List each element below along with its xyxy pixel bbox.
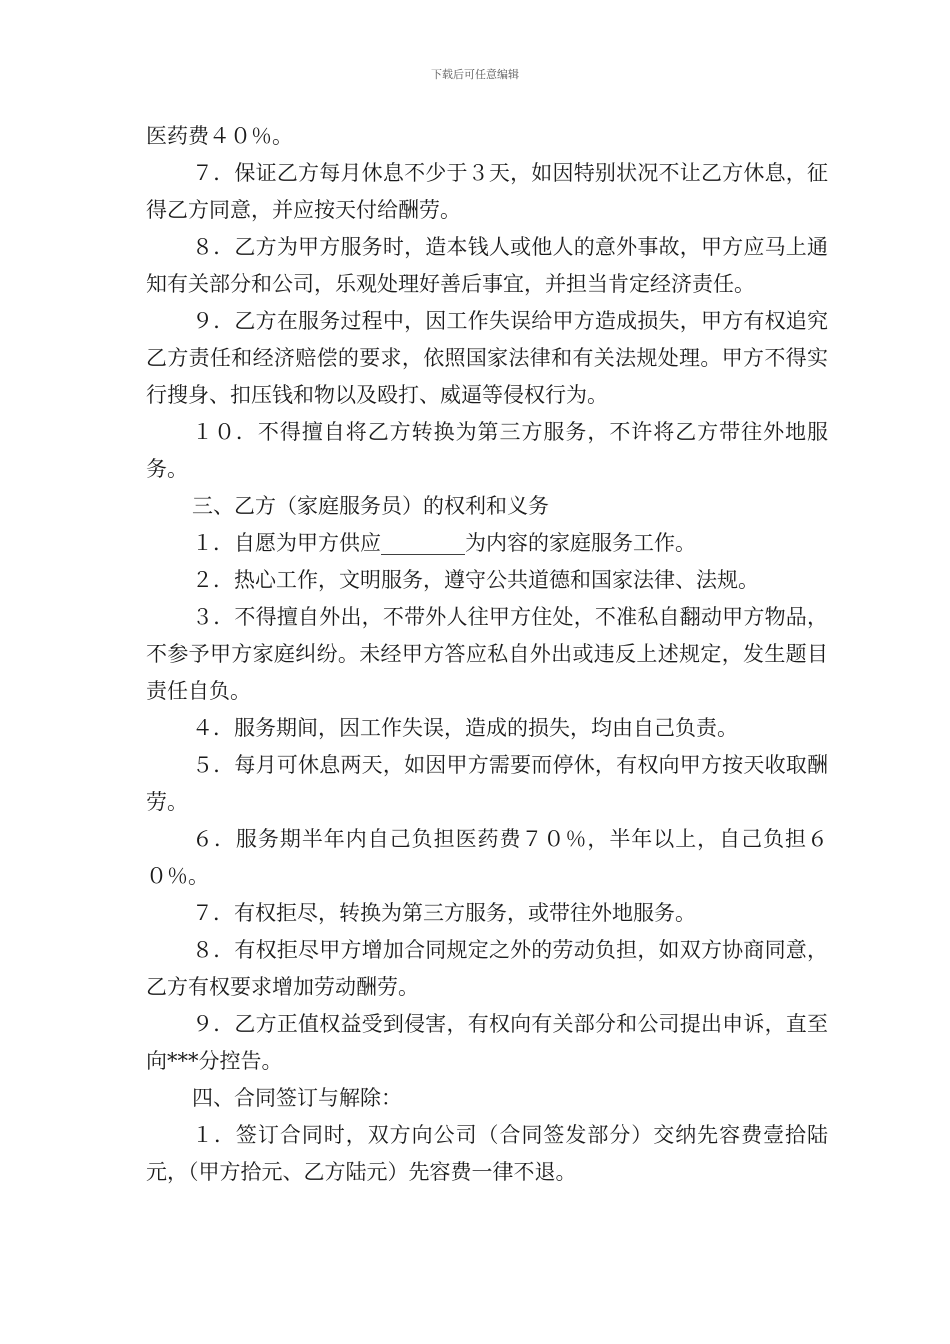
paragraph: ８．有权拒尽甲方增加合同规定之外的劳动负担，如双方协商同意，乙方有权要求增加劳动酬劳。 [146, 938, 828, 999]
paragraph: ４．服务期间，因工作失误，造成的损失，均由自己负责。 [192, 716, 738, 740]
paragraph: ６．服务期半年内自己负担医药费７０％，半年以上，自己负担６０％。 [146, 827, 828, 888]
paragraph: ２．热心工作，文明服务，遵守公共道德和国家法律、法规。 [192, 568, 759, 592]
paragraph: ９．乙方正值权益受到侵害，有权向有关部分和公司提出申诉，直至向***分控告。 [146, 1012, 828, 1073]
paragraph: ８．乙方为甲方服务时，造本钱人或他人的意外事故，甲方应马上通知有关部分和公司，乐观处理好善后事宜，并担当肯定经济责任。 [146, 235, 828, 296]
paragraph: ９．乙方在服务过程中，因工作失误给甲方造成损失，甲方有权追究乙方责任和经济赔偿的要求，依照国家法律和有关法规处理。甲方不得实行搜身、扣压钱和物以及殴打、威逼等侵权行为。 [146, 309, 828, 407]
paragraph: ７．保证乙方每月休息不少于３天，如因特别状况不让乙方休息，征得乙方同意，并应按天付给酬劳。 [146, 161, 828, 222]
paragraph: １．自愿为甲方供应________为内容的家庭服务工作。 [192, 531, 696, 555]
paragraph: ７．有权拒尽，转换为第三方服务，或带往外地服务。 [192, 901, 696, 925]
paragraph: １．签订合同时，双方向公司（合同签发部分）交纳先容费壹拾陆元，（甲方拾元、乙方陆元）先容费一律不退。 [146, 1123, 828, 1184]
page-header: 下载后可任意编辑 [431, 68, 519, 81]
document-body [146, 118, 828, 1191]
section-heading: 三、乙方（家庭服务员）的权利和义务 [192, 494, 549, 518]
section-heading: 四、合同签订与解除： [192, 1086, 402, 1110]
paragraph: ３．不得擅自外出，不带外人往甲方住处，不准私自翻动甲方物品，不参予甲方家庭纠纷。未经甲方答应私自外出或违反上述规定，发生题目责任自负。 [146, 605, 828, 703]
paragraph: 医药费４０％。 [146, 124, 293, 148]
paragraph: ５．每月可休息两天，如因甲方需要而停休，有权向甲方按天收取酬劳。 [146, 753, 828, 814]
paragraph: １０．不得擅自将乙方转换为第三方服务，不许将乙方带往外地服务。 [146, 420, 828, 481]
